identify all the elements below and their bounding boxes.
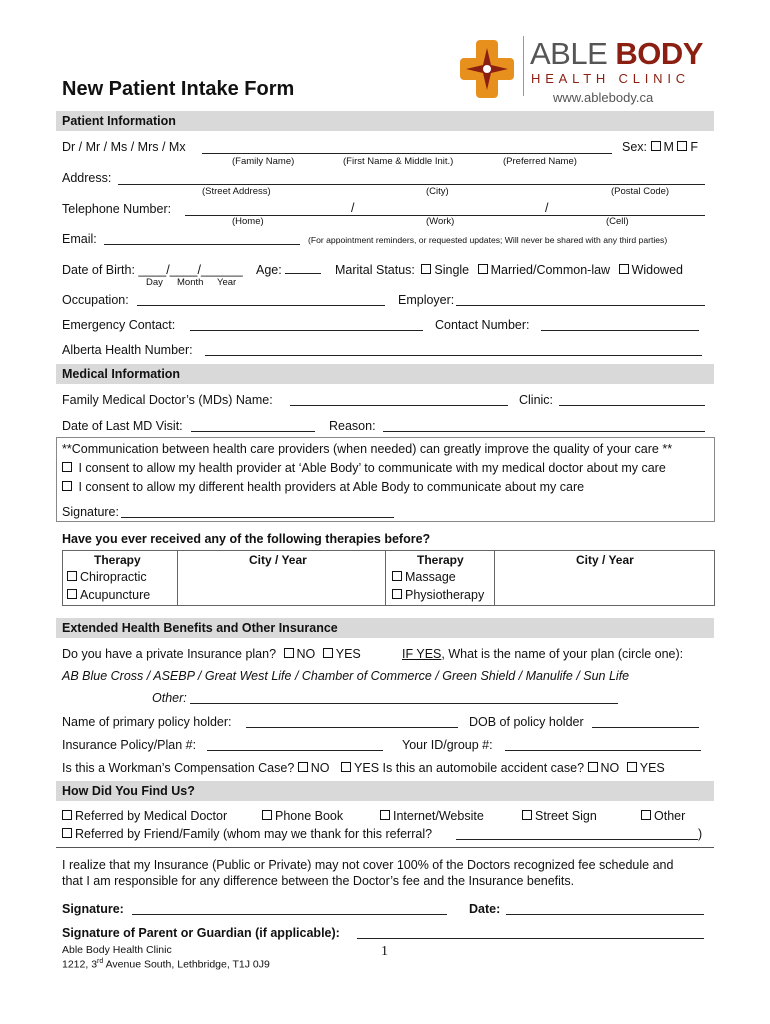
- guardian-signature-label: Signature of Parent or Guardian (if applicable):: [62, 926, 340, 940]
- sex-field: Sex: M F: [622, 140, 699, 154]
- therapy-acupuncture: Acupuncture: [67, 588, 150, 602]
- cross-logo-icon: [460, 38, 514, 100]
- massage-checkbox[interactable]: [392, 571, 402, 581]
- dob-day-hint: Day: [146, 277, 163, 288]
- internet-checkbox[interactable]: [380, 810, 390, 820]
- section-header-medical: Medical Information: [56, 364, 714, 384]
- email-note: (For appointment reminders, or requested updates; Will never be shared with any third parties): [308, 235, 668, 245]
- insurance-no-checkbox[interactable]: [284, 648, 294, 658]
- find-street-sign: Street Sign: [522, 809, 597, 823]
- postal-hint: (Postal Code): [611, 186, 670, 197]
- insurance-yes-checkbox[interactable]: [323, 648, 333, 658]
- other-checkbox[interactable]: [641, 810, 651, 820]
- policy-holder-field[interactable]: [246, 727, 458, 728]
- group-id-field[interactable]: [505, 750, 701, 751]
- other-plan-field[interactable]: [190, 703, 618, 704]
- last-visit-field[interactable]: [191, 431, 315, 432]
- workman-question: Is this a Workman’s Compensation Case? NO YES Is this an automobile accident case? NO YES: [62, 761, 665, 775]
- final-signature-label: Signature:: [62, 902, 124, 916]
- employer-field[interactable]: [456, 305, 705, 306]
- consent-signature-field[interactable]: [121, 517, 394, 518]
- page-number: 1: [381, 944, 388, 959]
- consent-2-checkbox[interactable]: [62, 481, 72, 491]
- therapy-physiotherapy: Physiotherapy: [392, 588, 484, 602]
- policy-number-field[interactable]: [207, 750, 383, 751]
- guardian-signature-field[interactable]: [357, 938, 704, 939]
- find-phone-book: Phone Book: [262, 809, 343, 823]
- family-name-hint: (Family Name): [232, 156, 295, 167]
- workman-yes-checkbox[interactable]: [341, 762, 351, 772]
- first-name-hint: (First Name & Middle Init.): [343, 156, 454, 167]
- col-header-city-year-2: City / Year: [576, 553, 634, 567]
- email-label: Email:: [62, 232, 97, 246]
- city-hint: (City): [426, 186, 449, 197]
- therapy-massage: Massage: [392, 570, 456, 584]
- footer-clinic-name: Able Body Health Clinic: [62, 944, 172, 956]
- street-hint: (Street Address): [202, 186, 271, 197]
- logo-body: BODY: [615, 36, 703, 71]
- footer-address: 1212, 3rd Avenue South, Lethbridge, T1J 0J9: [62, 958, 270, 971]
- final-signature-field[interactable]: [132, 914, 447, 915]
- occupation-field[interactable]: [137, 305, 385, 306]
- phone-book-checkbox[interactable]: [262, 810, 272, 820]
- referral-close-paren: ): [698, 827, 703, 841]
- phone-separator-2: /: [545, 201, 549, 215]
- find-other: Other: [641, 809, 685, 823]
- family-doctor-label: Family Medical Doctor’s (MDs) Name:: [62, 393, 273, 407]
- email-field[interactable]: [104, 244, 300, 245]
- disclaimer-line-1: I realize that my Insurance (Public or Private) may not cover 100% of the Doctors recognized fee schedule and: [62, 858, 674, 872]
- address-field[interactable]: [118, 184, 705, 185]
- dob-label: Date of Birth: ____/____/______: [62, 263, 243, 277]
- widowed-checkbox[interactable]: [619, 264, 629, 274]
- clinic-field[interactable]: [559, 405, 705, 406]
- referred-doctor-checkbox[interactable]: [62, 810, 72, 820]
- dob-year-hint: Year: [217, 277, 237, 288]
- last-visit-label: Date of Last MD Visit:: [62, 419, 183, 433]
- telephone-label: Telephone Number:: [62, 202, 172, 216]
- col-header-therapy-1: Therapy: [94, 553, 141, 567]
- logo-able: ABLE: [530, 36, 608, 71]
- home-hint: (Home): [232, 216, 264, 227]
- married-checkbox[interactable]: [478, 264, 488, 274]
- private-insurance-question: Do you have a private Insurance plan? NO YES: [62, 647, 361, 661]
- work-hint: (Work): [426, 216, 455, 227]
- holder-dob-field[interactable]: [592, 727, 699, 728]
- marital-status: Marital Status: Single Married/Common-law Widowed: [335, 263, 683, 277]
- communication-note: **Communication between health care providers (when needed) can greatly improve the quality of your care **: [62, 442, 673, 456]
- sex-m-checkbox[interactable]: [651, 141, 661, 151]
- find-referred-doctor: Referred by Medical Doctor: [62, 809, 227, 823]
- section-header-patient: Patient Information: [56, 111, 714, 131]
- logo-tagline: HEALTH CLINIC: [531, 71, 690, 86]
- family-doctor-field[interactable]: [290, 405, 508, 406]
- occupation-label: Occupation:: [62, 293, 129, 307]
- emergency-field[interactable]: [190, 330, 423, 331]
- ahn-label: Alberta Health Number:: [62, 343, 193, 357]
- physiotherapy-checkbox[interactable]: [392, 589, 402, 599]
- reason-label: Reason:: [329, 419, 376, 433]
- chiropractic-checkbox[interactable]: [67, 571, 77, 581]
- contact-number-label: Contact Number:: [435, 318, 530, 332]
- referred-friend-checkbox[interactable]: [62, 828, 72, 838]
- disclaimer-line-2: that I am responsible for any difference between the Doctor’s fee and the Insurance benefits.: [62, 874, 575, 888]
- consent-item-1: I consent to allow my health provider at ‘Able Body’ to communicate with my medical doctor about my care: [62, 461, 666, 475]
- section-header-insurance: Extended Health Benefits and Other Insurance: [56, 618, 714, 638]
- logo-divider: [523, 36, 524, 96]
- therapies-question: Have you ever received any of the following therapies before?: [62, 532, 431, 546]
- auto-no-checkbox[interactable]: [588, 762, 598, 772]
- dob-month-hint: Month: [177, 277, 204, 288]
- address-label: Address:: [62, 171, 112, 185]
- contact-number-field[interactable]: [541, 330, 699, 331]
- sex-f-checkbox[interactable]: [677, 141, 687, 151]
- policy-holder-label: Name of primary policy holder:: [62, 715, 232, 729]
- street-sign-checkbox[interactable]: [522, 810, 532, 820]
- workman-no-checkbox[interactable]: [298, 762, 308, 772]
- consent-item-2: I consent to allow my different health providers at Able Body to communicate about my care: [62, 480, 584, 494]
- salutation-label: Dr / Mr / Ms / Mrs / Mx: [62, 140, 186, 154]
- employer-label: Employer:: [398, 293, 455, 307]
- reason-field[interactable]: [383, 431, 705, 432]
- holder-dob-label: DOB of policy holder: [469, 715, 584, 729]
- age-label: Age:: [256, 263, 321, 277]
- auto-yes-checkbox[interactable]: [627, 762, 637, 772]
- cell-hint: (Cell): [606, 216, 629, 227]
- referral-name-field[interactable]: [456, 839, 698, 840]
- phone-separator-1: /: [351, 201, 355, 215]
- single-checkbox[interactable]: [421, 264, 431, 274]
- other-plan-label: Other:: [152, 691, 187, 705]
- logo-url: www.ablebody.ca: [553, 90, 654, 105]
- final-date-field[interactable]: [506, 914, 704, 915]
- col-header-therapy-2: Therapy: [417, 553, 464, 567]
- consent-signature-label: Signature:: [62, 505, 119, 519]
- policy-number-label: Insurance Policy/Plan #:: [62, 738, 197, 752]
- therapy-chiropractic: Chiropractic: [67, 570, 147, 584]
- ahn-field[interactable]: [205, 355, 702, 356]
- section-divider: [56, 847, 714, 848]
- find-internet: Internet/Website: [380, 809, 484, 823]
- final-date-label: Date:: [469, 902, 501, 916]
- group-id-label: Your ID/group #:: [402, 738, 493, 752]
- acupuncture-checkbox[interactable]: [67, 589, 77, 599]
- plan-options[interactable]: AB Blue Cross / ASEBP / Great West Life / Chamber of Commerce / Green Shield / Manulife / Sun Life: [62, 669, 630, 683]
- name-field[interactable]: [202, 153, 612, 154]
- clinic-label: Clinic:: [519, 393, 554, 407]
- consent-1-checkbox[interactable]: [62, 462, 72, 472]
- plan-question: IF YES, What is the name of your plan (circle one):: [402, 647, 684, 661]
- preferred-name-hint: (Preferred Name): [503, 156, 577, 167]
- emergency-label: Emergency Contact:: [62, 318, 176, 332]
- page-title: New Patient Intake Form: [62, 78, 295, 100]
- section-header-find-us: How Did You Find Us?: [56, 781, 714, 801]
- age-field[interactable]: [285, 273, 321, 274]
- find-referred-friend: Referred by Friend/Family (whom may we thank for this referral?: [62, 827, 432, 841]
- col-header-city-year-1: City / Year: [249, 553, 307, 567]
